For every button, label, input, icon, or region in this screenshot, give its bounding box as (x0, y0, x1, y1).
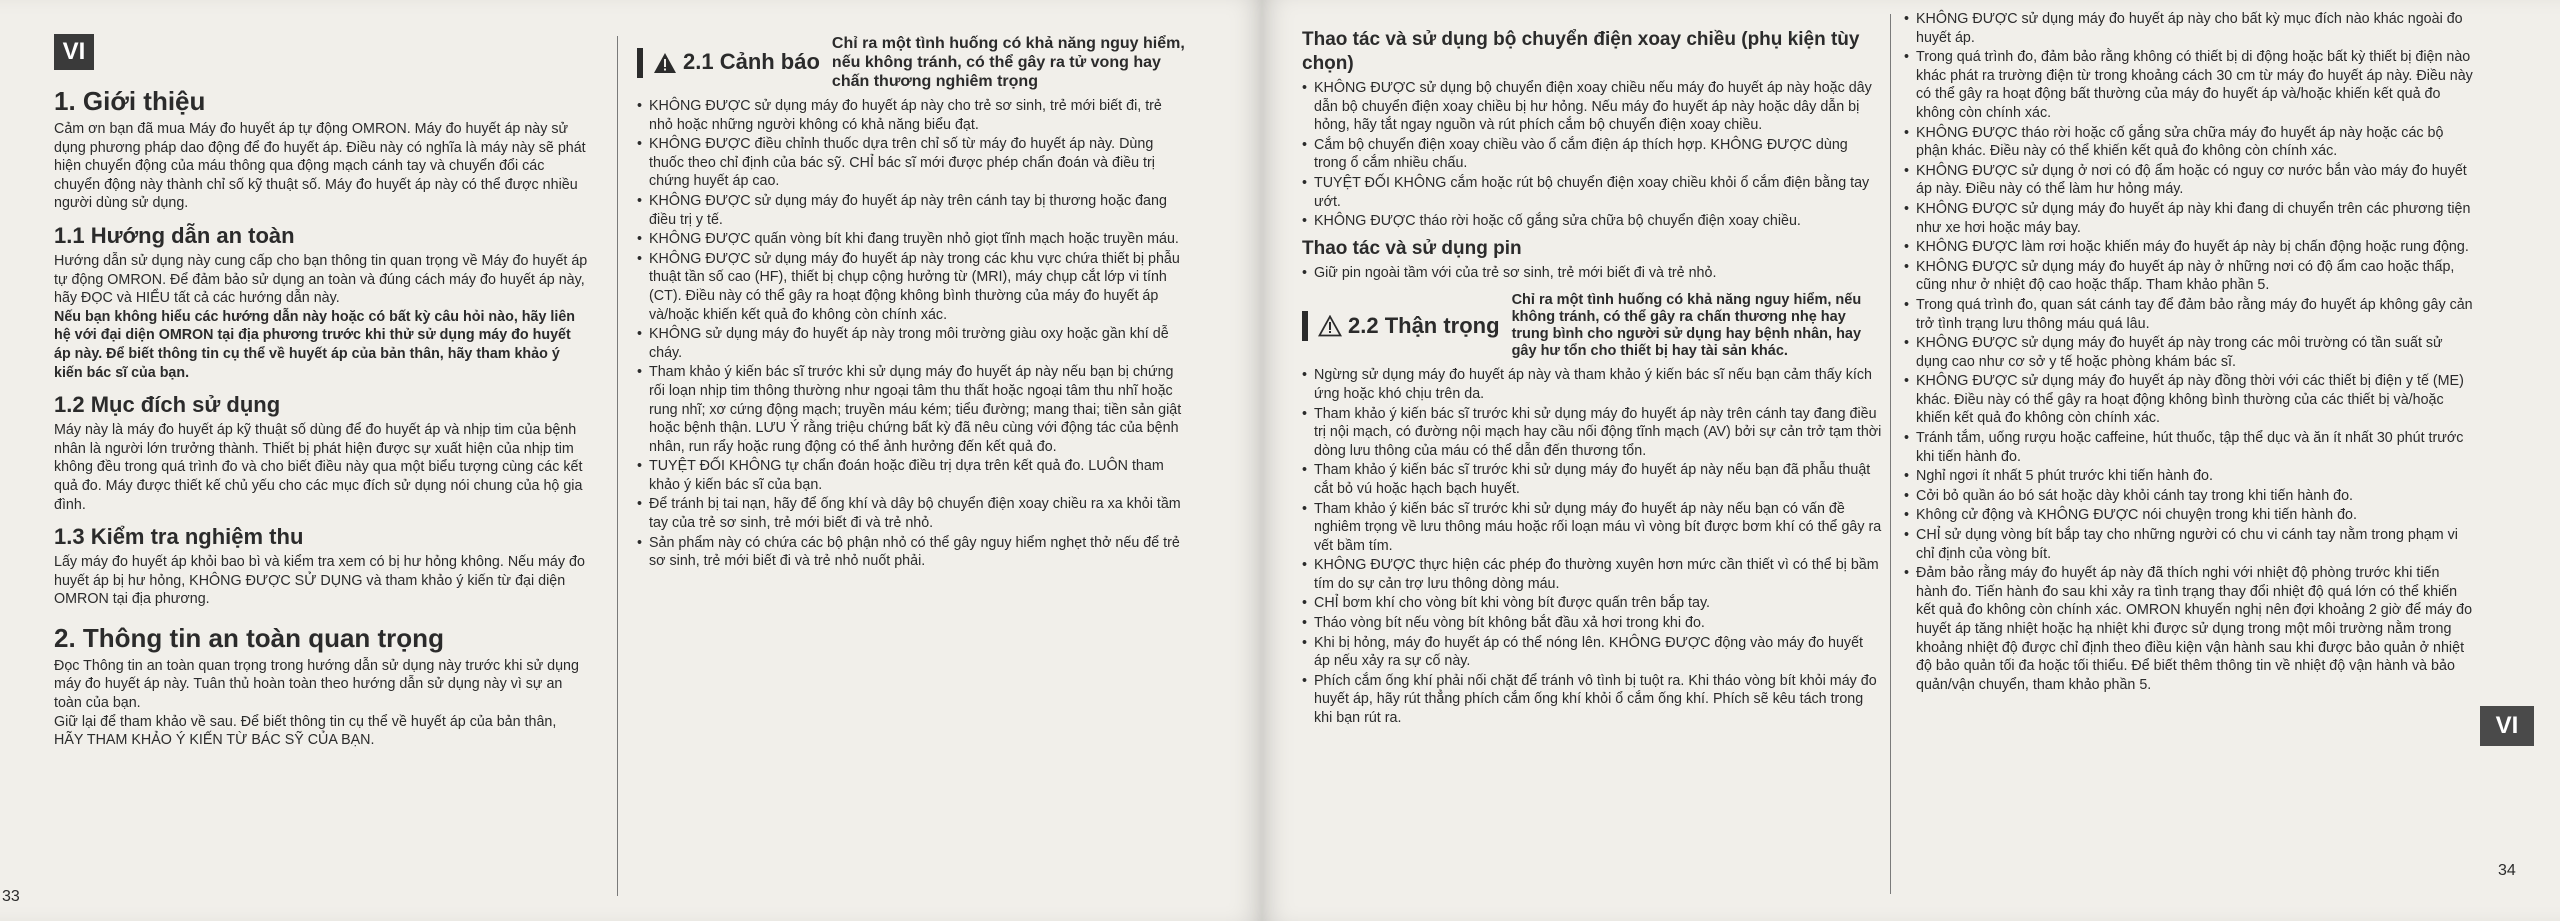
warning-header (637, 34, 1185, 91)
warning-triangle-icon (653, 52, 677, 74)
list-item: • KHÔNG ĐƯỢC sử dụng máy đo huyết áp này trong các khu vực chứa thiết bị phẫu thuật tần số cao (HF), thiết bị chụp cộng hưởng từ (MRI), máy chụp cắt lớp vi tính (CT). Điều này có thể gây ra hoạt động không bình thường của máy đo huyết áp và/hoặc khiến kết quả đo không còn chính xác. (637, 250, 1185, 324)
language-tab: VI (54, 34, 94, 70)
intended-use-paragraph: Máy này là máy đo huyết áp kỹ thuật số dùng để đo huyết áp và nhịp tim của bệnh nhân là người lớn trưởng thành. Thiết bị phát hiện được sự xuất hiện của nhịp tim không đều trong quá trình đo và cho biết điều này qua một biểu tượng cùng các kết quả đo. Máy được thiết kế chủ yếu cho các mục đích sử dụng nói chung của hộ gia đình. (54, 422, 583, 513)
list-item: • Tham khảo ý kiến bác sĩ trước khi sử dụng máy đo huyết áp này trên cánh tay đang điều trị nội mạch, có đường nội mạch hay cầu nối động tĩnh mạch (AV) bởi sự cản trở tạm thời dòng lưu thông của máu có thể dẫn đến thương tổn. (1302, 405, 1882, 461)
caution-header (1302, 292, 1882, 360)
list-item: • KHÔNG ĐƯỢC tháo rời hoặc cố gắng sửa chữa máy đo huyết áp này hoặc các bộ phận khác. Điều này có thể khiến kết quả đo không còn chính xác. (1904, 124, 2474, 161)
list-item: • KHÔNG ĐƯỢC sử dụng ở nơi có độ ẩm hoặc có nguy cơ nước bắn vào máy đo huyết áp này. Điều này có thể làm hư hỏng máy. (1904, 162, 2474, 199)
list-item: • KHÔNG sử dụng máy đo huyết áp này trong môi trường giàu oxy hoặc gần khí dễ cháy. (637, 325, 1185, 362)
list-item: • KHÔNG ĐƯỢC sử dụng máy đo huyết áp này trên cánh tay bị thương hoặc đang điều trị y tế. (637, 192, 1185, 229)
caution-list (1302, 366, 1882, 727)
caution-continued-list (1904, 10, 2474, 694)
caution-title (1302, 311, 1500, 341)
caution-continued-column (1904, 10, 2474, 695)
warning-column (637, 34, 1185, 572)
list-item: • Để tránh bị tai nạn, hãy để ống khí và dây bộ chuyển điện xoay chiều ra xa khỏi tầm tay của trẻ sơ sinh, trẻ mới biết đi và trẻ nhỏ. (637, 495, 1185, 532)
list-item: • Ngừng sử dụng máy đo huyết áp này và tham khảo ý kiến bác sĩ nếu bạn cảm thấy kích ứng hoặc khó chịu trên da. (1302, 366, 1882, 403)
list-item: • KHÔNG ĐƯỢC tháo rời hoặc cố gắng sửa chữa bộ chuyển điện xoay chiều. (1302, 212, 1882, 231)
list-item: • KHÔNG ĐƯỢC sử dụng máy đo huyết áp này cho trẻ sơ sinh, trẻ mới biết đi, trẻ nhỏ hoặc những người không có khả năng biểu đạt. (637, 97, 1185, 134)
list-item: • Đảm bảo rằng máy đo huyết áp này đã thích nghi với nhiệt độ phòng trước khi tiến hành đo. Tiến hành đo sau khi xảy ra tình trạng thay đổi nhiệt độ quá lớn có thể khiến kết quả đo không còn chính xác. OMRON khuyến nghị nên đợi khoảng 2 giờ để máy đo huyết áp tăng nhiệt hoặc hạ nhiệt khi được sử dụng trong một môi trường nằm trong khoảng nhiệt độ được chỉ định theo điều kiện vận hành sau khi được bảo quản ở nhiệt độ bảo quản tối đa hoặc tối thiểu. Để biết thêm thông tin về nhiệt độ vận hành và bảo quản/vận chuyển, tham khảo phần 5. (1904, 564, 2474, 694)
list-item: • Nghỉ ngơi ít nhất 5 phút trước khi tiến hành đo. (1904, 467, 2474, 486)
column-divider (617, 36, 618, 896)
page-number: 34 (2498, 862, 2516, 879)
list-item: • Trong quá trình đo, quan sát cánh tay để đảm bảo rằng máy đo huyết áp không gây cản trở tình trạng lưu thông máu quá lâu. (1904, 296, 2474, 333)
heading-acceptance-check: 1.3 Kiểm tra nghiệm thu (54, 524, 304, 550)
column-divider (1890, 14, 1891, 894)
heading-intended-use: 1.2 Mục đích sử dụng (54, 392, 281, 418)
list-item: • KHÔNG ĐƯỢC thực hiện các phép đo thường xuyên hơn mức cần thiết vì có thể bị bầm tím do sự cản trợ lưu thông dòng máu. (1302, 556, 1882, 593)
caution-label: 2.2 Thận trọng (1348, 313, 1500, 339)
caution-triangle-icon (1318, 315, 1342, 337)
language-tab: VI (2480, 706, 2534, 746)
list-item: • Tham khảo ý kiến bác sĩ trước khi sử dụng máy đo huyết áp này nếu bạn bị chứng rối loạn nhịp tim thông thường như ngoại tâm thu thất hoặc ngoại tâm thu nhĩ hoặc rung nhĩ; xơ cứng động mạch; truyền máu kém; tiểu đường; mang thai; tiền sản giật hoặc bệnh thận. LƯU Ý rằng triệu chứng bất kỳ đã nêu cùng với động tác của bệnh nhân, run rẩy hoặc rung động có thể ảnh hưởng đến kết quả đo. (637, 363, 1185, 456)
list-item: • Tháo vòng bít nếu vòng bít không bắt đầu xả hơi trong khi đo. (1302, 614, 1882, 633)
warning-label: 2.1 Cảnh báo (683, 49, 820, 75)
safety-info-paragraph: Đọc Thông tin an toàn quan trọng trong hướng dẫn sử dụng này trước khi sử dụng máy đo huyết áp này. Tuân thủ hoàn toàn theo hướng dẫn sử dụng này vì sự an toàn của bạn. (54, 657, 579, 712)
caution-description: Chỉ ra một tình huống có khả năng nguy hiểm, nếu không tránh, có thể gây ra chấn thương nhẹ hay trung bình cho người sử dụng hay bệnh nhân, hay gây hư tổn cho thiết bị hay tài sản khác. (1511, 292, 1862, 360)
list-item: • KHÔNG ĐƯỢC sử dụng bộ chuyển điện xoay chiều nếu máy đo huyết áp này hoặc dây dẫn bộ chuyển điện xoay chiều bị hư hỏng. Nếu máy đo huyết áp này hoặc dây dẫn bị hỏng, hãy tắt ngay nguồn và rút phích cắm bộ chuyển điện xoay chiều. (1302, 79, 1882, 135)
list-item: • Phích cắm ống khí phải nối chặt để tránh vô tình bị tuột ra. Khi tháo vòng bít khỏi máy đo huyết áp, hãy rút thẳng phích cắm ống khí khỏi ổ cắm ống khí. Phích sẽ kêu tách trong khi bạn rút ra. (1302, 672, 1882, 728)
right-page (1262, 0, 2560, 921)
list-item: • KHÔNG ĐƯỢC điều chỉnh thuốc dựa trên chỉ số từ máy đo huyết áp này. Dùng thuốc theo chỉ định của bác sỹ. CHỈ bác sĩ mới được phép chẩn đoán và điều trị chứng huyết áp cao. (637, 135, 1185, 191)
list-item: • KHÔNG ĐƯỢC sử dụng máy đo huyết áp này ở những nơi có độ ẩm cao hoặc thấp, cũng như ở nhiệt độ cao hoặc thấp. Tham khảo phần 5. (1904, 258, 2474, 295)
list-item: • Tham khảo ý kiến bác sĩ trước khi sử dụng máy đo huyết áp này nếu bạn có vấn đề nghiêm trọng về lưu thông máu hoặc rối loạn máu vì vòng bít được bơm khí có thể gây ra vết bầm tím. (1302, 500, 1882, 556)
list-item: • KHÔNG ĐƯỢC làm rơi hoặc khiến máy đo huyết áp này bị chấn động hoặc rung động. (1904, 238, 2474, 257)
list-item: • KHÔNG ĐƯỢC sử dụng máy đo huyết áp này khi đang di chuyển trên các phương tiện như xe hơi hoặc máy bay. (1904, 200, 2474, 237)
warning-title (637, 48, 820, 78)
list-item: • Không cử động và KHÔNG ĐƯỢC nói chuyện trong khi tiến hành đo. (1904, 506, 2474, 525)
list-item: • KHÔNG ĐƯỢC sử dụng máy đo huyết áp này trong các môi trường có tần suất sử dụng cao như cơ sở y tế hoặc phòng khám bác sĩ. (1904, 334, 2474, 371)
safety-paragraph: Hướng dẫn sử dụng này cung cấp cho bạn thông tin quan trọng về Máy đo huyết áp tự động OMRON. Để đảm bảo sử dụng an toàn và đúng cách máy đo huyết áp này, hãy ĐỌC và HIỂU tất cả các hướng dẫn này. (54, 252, 588, 307)
ac-adapter-column (1302, 22, 1882, 729)
left-page (0, 0, 1262, 921)
heading-battery: Thao tác và sử dụng pin (1302, 237, 1522, 259)
safety-bold-paragraph: Nếu bạn không hiểu các hướng dẫn này hoặc có bất kỳ câu hỏi nào, hãy liên hệ với đại diện OMRON tại địa phương trước khi thử sử dụng máy đo huyết áp này. Để biết thông tin cụ thể về huyết áp của bản thân, hãy tham khảo ý kiến bác sĩ của bạn. (54, 308, 576, 381)
list-item: • CHỈ bơm khí cho vòng bít khi vòng bít được quấn trên bắp tay. (1302, 594, 1882, 613)
heading-safety-info: 2. Thông tin an toàn quan trọng (54, 622, 444, 653)
list-item: • Tránh tắm, uống rượu hoặc caffeine, hút thuốc, tập thể dục và ăn ít nhất 30 phút trước khi tiến hành đo. (1904, 429, 2474, 466)
ac-adapter-list (1302, 79, 1882, 231)
list-item: • Giữ pin ngoài tầm với của trẻ sơ sinh, trẻ mới biết đi và trẻ nhỏ. (1302, 264, 1882, 283)
list-item: • Cắm bộ chuyển điện xoay chiều vào ổ cắm điện áp thích hợp. KHÔNG ĐƯỢC dùng trong ổ cắm nhiều chấu. (1302, 136, 1882, 173)
battery-list (1302, 264, 1882, 283)
warning-list (637, 97, 1185, 571)
list-item: • CHỈ sử dụng vòng bít bắp tay cho những người có chu vi cánh tay nằm trong phạm vi chỉ định của vòng bít. (1904, 526, 2474, 563)
list-item: • Trong quá trình đo, đảm bảo rằng không có thiết bị di động hoặc bất kỳ thiết bị điện nào khác phát ra trường điện từ trong khoảng cách 30 cm từ máy đo huyết áp này. Điều này có thể gây ra hoạt động bất thường của máy đo huyết áp và/hoặc khiến kết quả đo không còn chính xác. (1904, 48, 2474, 122)
heading-introduction: 1. Giới thiệu (54, 86, 206, 116)
list-item: • Khi bị hỏng, máy đo huyết áp có thể nóng lên. KHÔNG ĐƯỢC động vào máy đo huyết áp nếu xảy ra sự cố này. (1302, 634, 1882, 671)
list-item: • KHÔNG ĐƯỢC quấn vòng bít khi đang truyền nhỏ giọt tĩnh mạch hoặc truyền máu. (637, 230, 1185, 249)
list-item: • Tham khảo ý kiến bác sĩ trước khi sử dụng máy đo huyết áp này nếu bạn đã phẫu thuật cắt bỏ vú hoặc hạch bạch huyết. (1302, 461, 1882, 498)
list-item: • Sản phẩm này có chứa các bộ phận nhỏ có thể gây nguy hiểm nghẹt thở nếu để trẻ sơ sinh, trẻ mới biết đi và trẻ nhỏ nuốt phải. (637, 534, 1185, 571)
warning-description: Chỉ ra một tình huống có khả năng nguy hiểm, nếu không tránh, có thể gây ra tử vong hay chấn thương nghiêm trọng (831, 35, 1185, 90)
list-item: • Cởi bỏ quần áo bó sát hoặc dày khỏi cánh tay trong khi tiến hành đo. (1904, 487, 2474, 506)
heading-safety-guide: 1.1 Hướng dẫn an toàn (54, 222, 295, 248)
list-item: • KHÔNG ĐƯỢC sử dụng máy đo huyết áp này đồng thời với các thiết bị điện y tế (ME) khác. Điều này có thể gây ra hoạt động không bình thường của các thiết bị và/hoặc khiến kết quả đo không còn chính xác. (1904, 372, 2474, 428)
acceptance-paragraph: Lấy máy đo huyết áp khỏi bao bì và kiểm tra xem có bị hư hỏng không. Nếu máy đo huyết áp bị hư hỏng, KHÔNG ĐƯỢC SỬ DỤNG và tham khảo ý kiến từ đại diện OMRON tại địa phương. (54, 554, 585, 608)
intro-paragraph: Cảm ơn bạn đã mua Máy đo huyết áp tự động OMRON. Máy đo huyết áp này sử dụng phương pháp dao động để đo huyết áp. Điều này có nghĩa là máy này sẽ phát hiện chuyển động của máu thông qua động mạch cánh tay và chuyển đổi các chuyển động này thành chỉ số kỹ thuật số. Máy đo huyết áp này có thể được nhiều người dùng sử dụng. (54, 121, 586, 212)
heading-ac-adapter: Thao tác và sử dụng bộ chuyển điện xoay chiều (phụ kiện tùy chọn) (1302, 29, 1860, 74)
left-column (54, 72, 588, 750)
page-number: 33 (2, 888, 20, 905)
safety-info-paragraph-2: Giữ lại để tham khảo về sau. Để biết thông tin cụ thể về huyết áp của bản thân, HÃY THAM KHẢO Ý KIẾN TỪ BÁC SỸ CỦA BẠN. (54, 713, 557, 749)
list-item: • TUYỆT ĐỐI KHÔNG tự chẩn đoán hoặc điều trị dựa trên kết quả đo. LUÔN tham khảo ý kiến bác sĩ của bạn. (637, 457, 1185, 494)
list-item: • TUYỆT ĐỐI KHÔNG cắm hoặc rút bộ chuyển điện xoay chiều khỏi ổ cắm điện bằng tay ướt. (1302, 174, 1882, 211)
list-item: • KHÔNG ĐƯỢC sử dụng máy đo huyết áp này cho bất kỳ mục đích nào khác ngoài đo huyết áp. (1904, 10, 2474, 47)
